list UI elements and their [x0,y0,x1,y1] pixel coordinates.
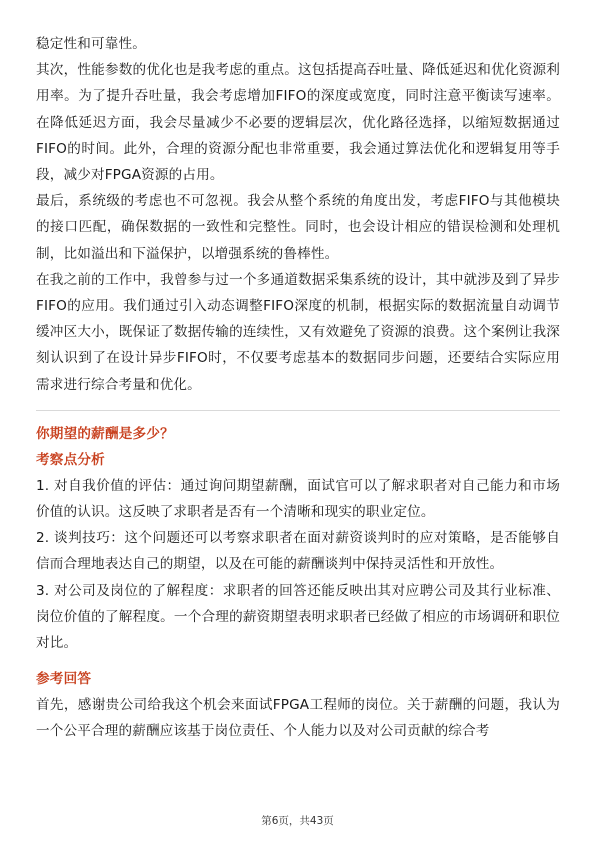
answer-paragraph: 首先，感谢贵公司给我这个机会来面试FPGA工程师的岗位。关于薪酬的问题，我认为一个公平合理的薪酬应该基于岗位责任、个人能力以及对公司贡献的综合考 [36,697,560,740]
analysis-item: 2. 谈判技巧：这个问题还可以考察求职者在面对薪资谈判时的应对策略，是否能够自信而合理地表达自己的期望，以及在可能的薪酬谈判中保持灵活性和开放性。 [36,530,560,573]
page-content [36,31,560,745]
section-divider [36,410,560,411]
page-number-footer: 第6页，共43页 [261,815,334,827]
question-title: 你期望的薪酬是多少？ [36,425,174,442]
body-paragraph: 在我之前的工作中，我曾参与过一个多通道数据采集系统的设计，其中就涉及到了异步FIFO的应用。我们通过引入动态调整FIFO深度的机制，根据实际的数据流量自动调节缓冲区大小，既保证了数据传输的连续性，又有效避免了资源的浪费。这个案例让我深刻认识到了在设计异步FIFO时，不仅要考虑基本的数据同步问题，还要结合实际应用需求进行综合考量和优化。 [36,271,560,393]
answer-heading: 参考回答 [36,671,92,688]
body-paragraph: 其次，性能参数的优化也是我考虑的重点。这包括提高吞吐量、降低延迟和优化资源利用率。为了提升吞吐量，我会考虑增加FIFO的深度或宽度，同时注意平衡读写速率。在降低延迟方面，我会尽量减少不必要的逻辑层次，优化路径选择，以缩短数据通过FIFO的时间。此外，合理的资源分配也非常重要，我会通过算法优化和逻辑复用等手段，减少对FPGA资源的占用。 [36,62,560,184]
body-paragraph: 最后，系统级的考虑也不可忽视。我会从整个系统的角度出发，考虑FIFO与其他模块的接口匹配，确保数据的一致性和完整性。同时，也会设计相应的错误检测和处理机制，比如溢出和下溢保护，以增强系统的鲁棒性。 [36,193,560,262]
analysis-item: 3. 对公司及岗位的了解程度：求职者的回答还能反映出其对应聘公司及其行业标准、岗位价值的了解程度。一个合理的薪资期望表明求职者已经做了相应的市场调研和职位对比。 [36,582,560,652]
analysis-heading: 考察点分析 [36,451,105,468]
analysis-item: 1. 对自我价值的评估：通过询问期望薪酬，面试官可以了解求职者对自己能力和市场价值的认识。这反映了求职者是否有一个清晰和现实的职业定位。 [36,477,560,521]
body-paragraph: 稳定性和可靠性。 [36,36,146,52]
